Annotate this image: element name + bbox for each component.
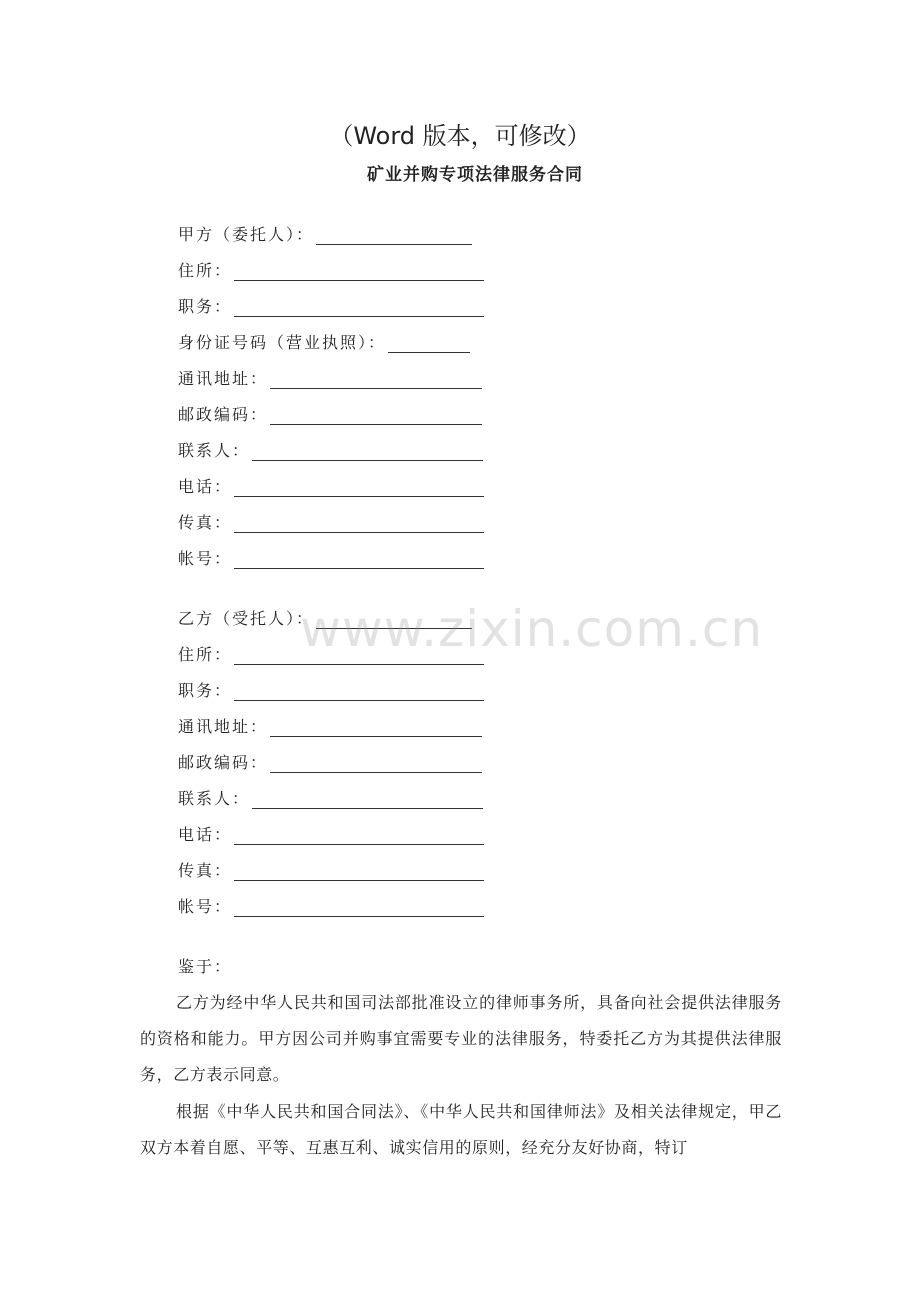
field-label: 联系人：: [178, 789, 251, 808]
field-label: 电话：: [178, 825, 233, 844]
blank-line: [252, 441, 483, 461]
blank-line: [316, 225, 472, 245]
document-title: （Word 版本，可修改）: [329, 122, 591, 150]
blank-line: [388, 333, 470, 353]
paragraph-whereas: 乙方为经中华人民共和国司法部批准设立的律师事务所，具备向社会提供法律服务的资格和能力。甲方因公司并购事宜需要专业的法律服务，特委托乙方为其提供法律服务，乙方表示同意。: [140, 993, 782, 1084]
blank-line: [234, 513, 484, 533]
blank-line: [234, 477, 484, 497]
party-a-name-field: [178, 219, 472, 245]
blank-line: [234, 681, 484, 701]
party-a-fax-field: [178, 507, 484, 533]
blank-line: [234, 861, 484, 881]
party-b-postcode-field: [178, 747, 482, 773]
field-label: 帐号：: [178, 549, 233, 568]
field-label: 住所：: [178, 645, 233, 664]
blank-line: [270, 753, 482, 773]
field-label: 职务：: [178, 681, 233, 700]
blank-line: [270, 405, 482, 425]
field-label: 身份证号码（营业执照）：: [178, 333, 387, 352]
field-label: 邮政编码：: [178, 405, 269, 424]
party-b-phone-field: [178, 819, 484, 845]
party-a-phone-field: [178, 471, 484, 497]
party-b-account-field: [178, 891, 484, 917]
field-label: 邮政编码：: [178, 753, 269, 772]
field-label: 传真：: [178, 861, 233, 880]
blank-line: [270, 717, 482, 737]
party-b-name-field: [178, 603, 472, 629]
contract-title: 矿业并购专项法律服务合同: [367, 165, 583, 185]
field-label: 联系人：: [178, 441, 251, 460]
field-label: 乙方（受托人）：: [178, 609, 315, 628]
watermark: www.zixin.com.cn: [300, 600, 764, 658]
party-b-address-field: [178, 639, 484, 665]
blank-line: [252, 789, 483, 809]
field-label: 通讯地址：: [178, 717, 269, 736]
field-label: 职务：: [178, 297, 233, 316]
blank-line: [234, 825, 484, 845]
party-a-postcode-field: [178, 399, 482, 425]
whereas-label: 鉴于：: [178, 957, 233, 976]
field-label: 甲方（委托人）：: [178, 225, 315, 244]
blank-line: [234, 297, 484, 317]
party-a-id-field: [178, 327, 470, 353]
party-a-mailing-address-field: [178, 363, 482, 389]
field-label: 通讯地址：: [178, 369, 269, 388]
party-a-account-field: [178, 543, 484, 569]
blank-line: [234, 897, 484, 917]
blank-line: [234, 261, 484, 281]
field-label: 电话：: [178, 477, 233, 496]
field-label: 帐号：: [178, 897, 233, 916]
blank-line: [270, 369, 482, 389]
blank-line: [234, 645, 484, 665]
party-b-mailing-address-field: [178, 711, 482, 737]
field-label: 住所：: [178, 261, 233, 280]
party-b-contact-field: [178, 783, 483, 809]
field-label: 传真：: [178, 513, 233, 532]
party-b-fax-field: [178, 855, 484, 881]
blank-line: [234, 549, 484, 569]
party-a-address-field: [178, 255, 484, 281]
paragraph-basis: 根据《中华人民共和国合同法》、《中华人民共和国律师法》及相关法律规定，甲乙双方本着自愿、平等、互惠互利、诚实信用的原则，经充分友好协商，特订: [140, 1102, 782, 1157]
party-a-position-field: [178, 291, 484, 317]
party-a-contact-field: [178, 435, 483, 461]
party-b-position-field: [178, 675, 484, 701]
blank-line: [316, 609, 472, 629]
whereas-heading: [178, 951, 232, 977]
